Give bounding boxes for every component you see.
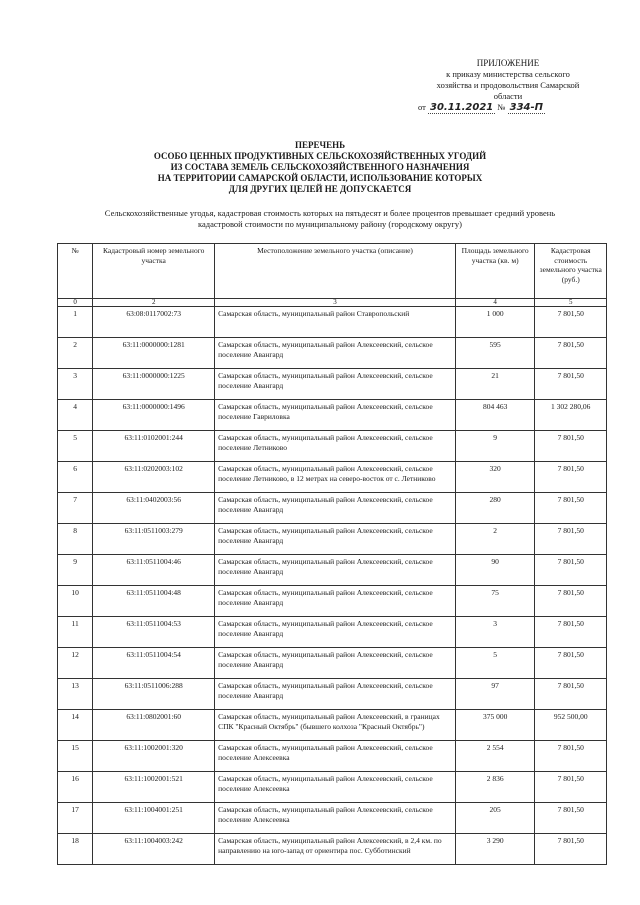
order-date: 30.11.2021 <box>429 102 494 113</box>
plot-location: Самарская область, муниципальный район Алексеевский, сельское поселение Летниково <box>215 431 456 462</box>
row-number: 6 <box>58 462 93 493</box>
appendix-line-1: к приказу министерства сельского <box>446 69 570 79</box>
table-row <box>58 431 607 462</box>
plot-location: Самарская область, муниципальный район Алексеевский, в 2,4 км. по направлению на юго-запад от ориентира пос. Субботинский <box>215 834 456 865</box>
header-area: Площадь земельного участка (кв. м) <box>455 244 535 299</box>
table-row <box>58 617 607 648</box>
header-cadastral: Кадастровый номер земельного участка <box>93 244 215 299</box>
cadastral-cost: 7 801,50 <box>535 679 607 710</box>
cadastral-number: 63:11:0511004:53 <box>93 617 215 648</box>
cadastral-number: 63:11:0000000:1225 <box>93 369 215 400</box>
cadastral-cost: 7 801,50 <box>535 834 607 865</box>
subtitle-line-2: кадастровой стоимости по муниципальному району (городскому округу) <box>198 219 462 229</box>
title-line-2: ОСОБО ЦЕННЫХ ПРОДУКТИВНЫХ СЕЛЬСКОХОЗЯЙСТВЕННЫХ УГОДИЙ <box>153 151 487 161</box>
col-number: 4 <box>455 299 535 307</box>
table-row <box>58 338 607 369</box>
cadastral-cost: 7 801,50 <box>535 493 607 524</box>
cadastral-cost: 7 801,50 <box>535 772 607 803</box>
table-row <box>58 462 607 493</box>
cadastral-cost: 7 801,50 <box>535 338 607 369</box>
appendix-line-2: хозяйства и продовольствия Самарской <box>436 80 580 90</box>
cadastral-number: 63:11:1004003:242 <box>93 834 215 865</box>
col-number: 2 <box>93 299 215 307</box>
row-number: 18 <box>58 834 93 865</box>
title-line-3: ИЗ СОСТАВА ЗЕМЕЛЬ СЕЛЬСКОХОЗЯЙСТВЕННОГО НАЗНАЧЕНИЯ <box>170 162 470 172</box>
plot-area: 2 554 <box>455 741 535 772</box>
plot-location: Самарская область, муниципальный район Алексеевский, сельское поселение Авангард <box>215 338 456 369</box>
appendix-line-3: области <box>493 91 523 101</box>
table-row <box>58 741 607 772</box>
cadastral-cost: 7 801,50 <box>535 741 607 772</box>
header-location: Местоположение земельного участка (описание) <box>215 244 456 299</box>
title-line-1: ПЕРЕЧЕНЬ <box>294 140 346 150</box>
cadastral-cost: 7 801,50 <box>535 462 607 493</box>
cadastral-number: 63:11:1002001:521 <box>93 772 215 803</box>
appendix-block <box>408 58 608 113</box>
plot-area: 205 <box>455 803 535 834</box>
table-row <box>58 524 607 555</box>
plot-area: 90 <box>455 555 535 586</box>
table-row <box>58 772 607 803</box>
plot-area: 9 <box>455 431 535 462</box>
col-number: 5 <box>535 299 607 307</box>
cadastral-cost: 7 801,50 <box>535 555 607 586</box>
row-number: 13 <box>58 679 93 710</box>
table-row <box>58 400 607 431</box>
row-number: 11 <box>58 617 93 648</box>
title-line-5: ДЛЯ ДРУГИХ ЦЕЛЕЙ НЕ ДОПУСКАЕТСЯ <box>228 184 412 194</box>
cadastral-cost: 1 302 280,06 <box>535 400 607 431</box>
plot-location: Самарская область, муниципальный район Алексеевский, сельское поселение Авангард <box>215 369 456 400</box>
cadastral-number: 63:11:0511004:54 <box>93 648 215 679</box>
table-row <box>58 369 607 400</box>
subtitle-line-1: Сельскохозяйственные угодья, кадастровая стоимость которых на пятьдесят и более процентов превышает средний уровень <box>104 208 556 218</box>
row-number: 15 <box>58 741 93 772</box>
row-number: 4 <box>58 400 93 431</box>
land-plots-table <box>57 243 607 865</box>
order-number: 334-П <box>509 102 544 113</box>
row-number: 10 <box>58 586 93 617</box>
table-row <box>58 586 607 617</box>
plot-area: 5 <box>455 648 535 679</box>
row-number: 9 <box>58 555 93 586</box>
plot-location: Самарская область, муниципальный район Алексеевский, сельское поселение Летниково, в 12 метрах на северо-восток от с. Летниково <box>215 462 456 493</box>
cadastral-number: 63:11:0511004:46 <box>93 555 215 586</box>
cadastral-cost: 952 500,00 <box>535 710 607 741</box>
table-row <box>58 834 607 865</box>
table-row <box>58 555 607 586</box>
plot-location: Самарская область, муниципальный район Алексеевский, сельское поселение Авангард <box>215 524 456 555</box>
cadastral-cost: 7 801,50 <box>535 369 607 400</box>
cadastral-number: 63:11:0000000:1281 <box>93 338 215 369</box>
order-date-number <box>408 102 608 113</box>
plot-area: 2 836 <box>455 772 535 803</box>
table-row <box>58 803 607 834</box>
row-number: 1 <box>58 307 93 338</box>
number-prefix: № <box>497 102 506 112</box>
col-number: 0 <box>58 299 93 307</box>
plot-area: 3 <box>455 617 535 648</box>
plot-location: Самарская область, муниципальный район Ставропольский <box>215 307 456 338</box>
row-number: 12 <box>58 648 93 679</box>
cadastral-number: 63:11:0511004:48 <box>93 586 215 617</box>
document-subtitle <box>70 208 590 230</box>
cadastral-number: 63:11:0511003:279 <box>93 524 215 555</box>
cadastral-number: 63:11:0202003:102 <box>93 462 215 493</box>
plot-area: 3 290 <box>455 834 535 865</box>
table-row <box>58 307 607 338</box>
cadastral-number: 63:11:0000000:1496 <box>93 400 215 431</box>
header-num: № <box>58 244 93 299</box>
cadastral-number: 63:11:0802001:60 <box>93 710 215 741</box>
cadastral-number: 63:08:0117002:73 <box>93 307 215 338</box>
row-number: 5 <box>58 431 93 462</box>
cadastral-cost: 7 801,50 <box>535 648 607 679</box>
cadastral-number: 63:11:0511006:288 <box>93 679 215 710</box>
date-prefix: от <box>418 102 426 112</box>
cadastral-number: 63:11:1002001:320 <box>93 741 215 772</box>
row-number: 17 <box>58 803 93 834</box>
col-number: 3 <box>215 299 456 307</box>
table-row <box>58 679 607 710</box>
plot-location: Самарская область, муниципальный район Алексеевский, сельское поселение Авангард <box>215 555 456 586</box>
plot-area: 804 463 <box>455 400 535 431</box>
header-cost: Кадастровая стоимость земельного участка (руб.) <box>535 244 607 299</box>
cadastral-number: 63:11:1004001:251 <box>93 803 215 834</box>
cadastral-number: 63:11:0102001:244 <box>93 431 215 462</box>
plot-location: Самарская область, муниципальный район Алексеевский, сельское поселение Авангард <box>215 648 456 679</box>
table-row <box>58 710 607 741</box>
cadastral-cost: 7 801,50 <box>535 617 607 648</box>
appendix-heading: ПРИЛОЖЕНИЕ <box>476 58 540 68</box>
cadastral-cost: 7 801,50 <box>535 586 607 617</box>
row-number: 7 <box>58 493 93 524</box>
plot-area: 2 <box>455 524 535 555</box>
row-number: 16 <box>58 772 93 803</box>
plot-location: Самарская область, муниципальный район Алексеевский, в границах СПК "Красный Октябрь" (бывшего колхоза "Красный Октябрь") <box>215 710 456 741</box>
plot-location: Самарская область, муниципальный район Алексеевский, сельское поселение Гавриловка <box>215 400 456 431</box>
table-row <box>58 493 607 524</box>
column-number-row <box>58 299 607 307</box>
plot-location: Самарская область, муниципальный район Алексеевский, сельское поселение Авангард <box>215 679 456 710</box>
row-number: 14 <box>58 710 93 741</box>
plot-location: Самарская область, муниципальный район Алексеевский, сельское поселение Авангард <box>215 493 456 524</box>
plot-area: 280 <box>455 493 535 524</box>
row-number: 2 <box>58 338 93 369</box>
plot-area: 320 <box>455 462 535 493</box>
plot-location: Самарская область, муниципальный район Алексеевский, сельское поселение Алексеевка <box>215 803 456 834</box>
plot-area: 75 <box>455 586 535 617</box>
table-row <box>58 648 607 679</box>
row-number: 3 <box>58 369 93 400</box>
plot-location: Самарская область, муниципальный район Алексеевский, сельское поселение Авангард <box>215 586 456 617</box>
plot-area: 595 <box>455 338 535 369</box>
cadastral-cost: 7 801,50 <box>535 803 607 834</box>
document-title <box>90 140 550 195</box>
plot-area: 21 <box>455 369 535 400</box>
plot-location: Самарская область, муниципальный район Алексеевский, сельское поселение Авангард <box>215 617 456 648</box>
plot-area: 97 <box>455 679 535 710</box>
table-header-row <box>58 244 607 299</box>
plot-location: Самарская область, муниципальный район Алексеевский, сельское поселение Алексеевка <box>215 772 456 803</box>
cadastral-number: 63:11:0402003:56 <box>93 493 215 524</box>
title-line-4: НА ТЕРРИТОРИИ САМАРСКОЙ ОБЛАСТИ, ИСПОЛЬЗОВАНИЕ КОТОРЫХ <box>157 173 483 183</box>
plot-area: 1 000 <box>455 307 535 338</box>
cadastral-cost: 7 801,50 <box>535 431 607 462</box>
plot-area: 375 000 <box>455 710 535 741</box>
plot-location: Самарская область, муниципальный район Алексеевский, сельское поселение Алексеевка <box>215 741 456 772</box>
table-body <box>58 307 607 865</box>
cadastral-cost: 7 801,50 <box>535 307 607 338</box>
cadastral-cost: 7 801,50 <box>535 524 607 555</box>
row-number: 8 <box>58 524 93 555</box>
